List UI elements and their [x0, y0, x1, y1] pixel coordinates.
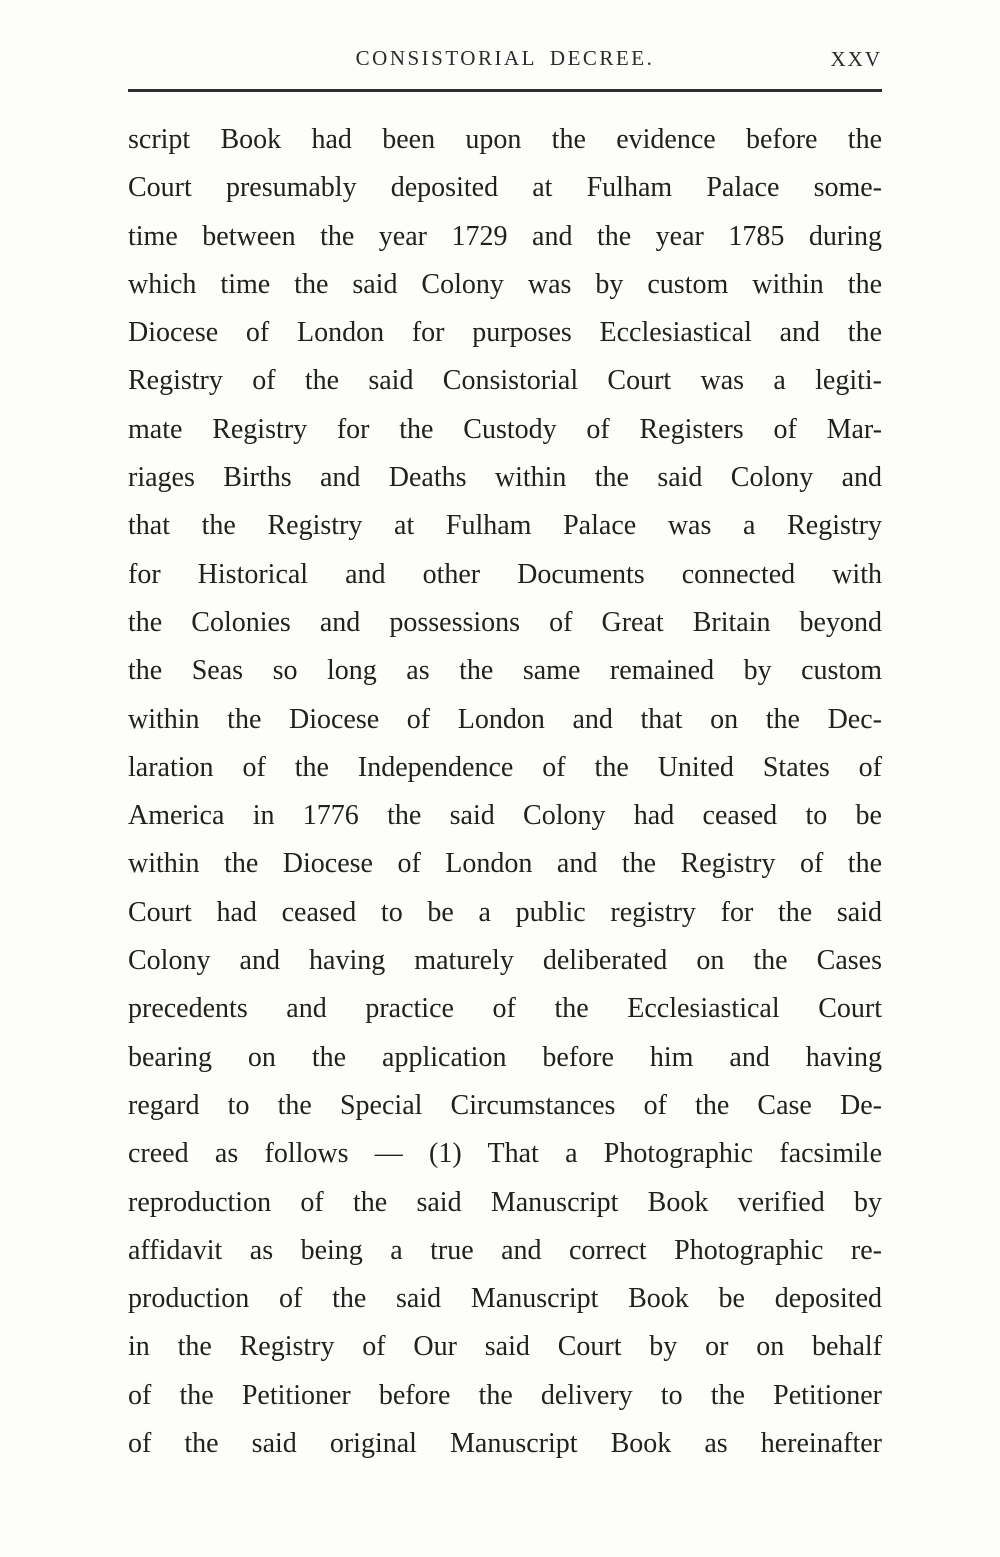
- text-line: Diocese of London for purposes Ecclesiastical and the: [128, 317, 882, 349]
- body-text: [128, 116, 882, 1468]
- text-line: bearing on the application before him and having: [128, 1041, 882, 1073]
- text-line: reproduction of the said Manuscript Book verified by: [128, 1186, 882, 1218]
- text-line: Registry of the said Consistorial Court was a legiti-: [128, 365, 882, 397]
- text-line: which time the said Colony was by custom within the: [128, 268, 882, 300]
- text-line: for Historical and other Documents connected with: [128, 558, 882, 590]
- text-line: in the Registry of Our said Court by or on behalf: [128, 1331, 882, 1363]
- text-line: affidavit as being a true and correct Photographic re-: [128, 1234, 882, 1266]
- text-line: mate Registry for the Custody of Registers of Mar-: [128, 413, 882, 445]
- text-line: America in 1776 the said Colony had ceased to be: [128, 800, 882, 832]
- text-line: Colony and having maturely deliberated on the Cases: [128, 945, 882, 977]
- text-line: the Seas so long as the same remained by custom: [128, 655, 882, 687]
- page-number: XXV: [830, 47, 882, 71]
- text-line: within the Diocese of London and the Registry of the: [128, 848, 882, 880]
- text-line: time between the year 1729 and the year 1785 during: [128, 220, 882, 252]
- running-title: CONSISTORIAL DECREE.: [355, 46, 655, 70]
- text-line: creed as follows — (1) That a Photographic facsimile: [128, 1138, 882, 1170]
- text-line: within the Diocese of London and that on the Dec-: [128, 703, 882, 735]
- text-line: production of the said Manuscript Book be deposited: [128, 1283, 882, 1315]
- text-line: laration of the Independence of the United States of: [128, 751, 882, 783]
- text-line: script Book had been upon the evidence before the: [128, 124, 882, 155]
- text-line: the Colonies and possessions of Great Britain beyond: [128, 606, 882, 638]
- text-line: precedents and practice of the Ecclesiastical Court: [128, 993, 882, 1025]
- text-line: Court presumably deposited at Fulham Palace some-: [128, 172, 882, 204]
- text-line: regard to the Special Circumstances of the Case De-: [128, 1089, 882, 1121]
- text-line: Court had ceased to be a public registry for the said: [128, 896, 882, 928]
- text-line: that the Registry at Fulham Palace was a Registry: [128, 510, 882, 542]
- text-line: of the Petitioner before the delivery to the Petitioner: [128, 1379, 882, 1411]
- page-header: [128, 46, 882, 80]
- text-line: riages Births and Deaths within the said Colony and: [128, 462, 882, 494]
- header-rule: [128, 89, 882, 92]
- text-line: of the said original Manuscript Book as hereinafter: [128, 1428, 882, 1460]
